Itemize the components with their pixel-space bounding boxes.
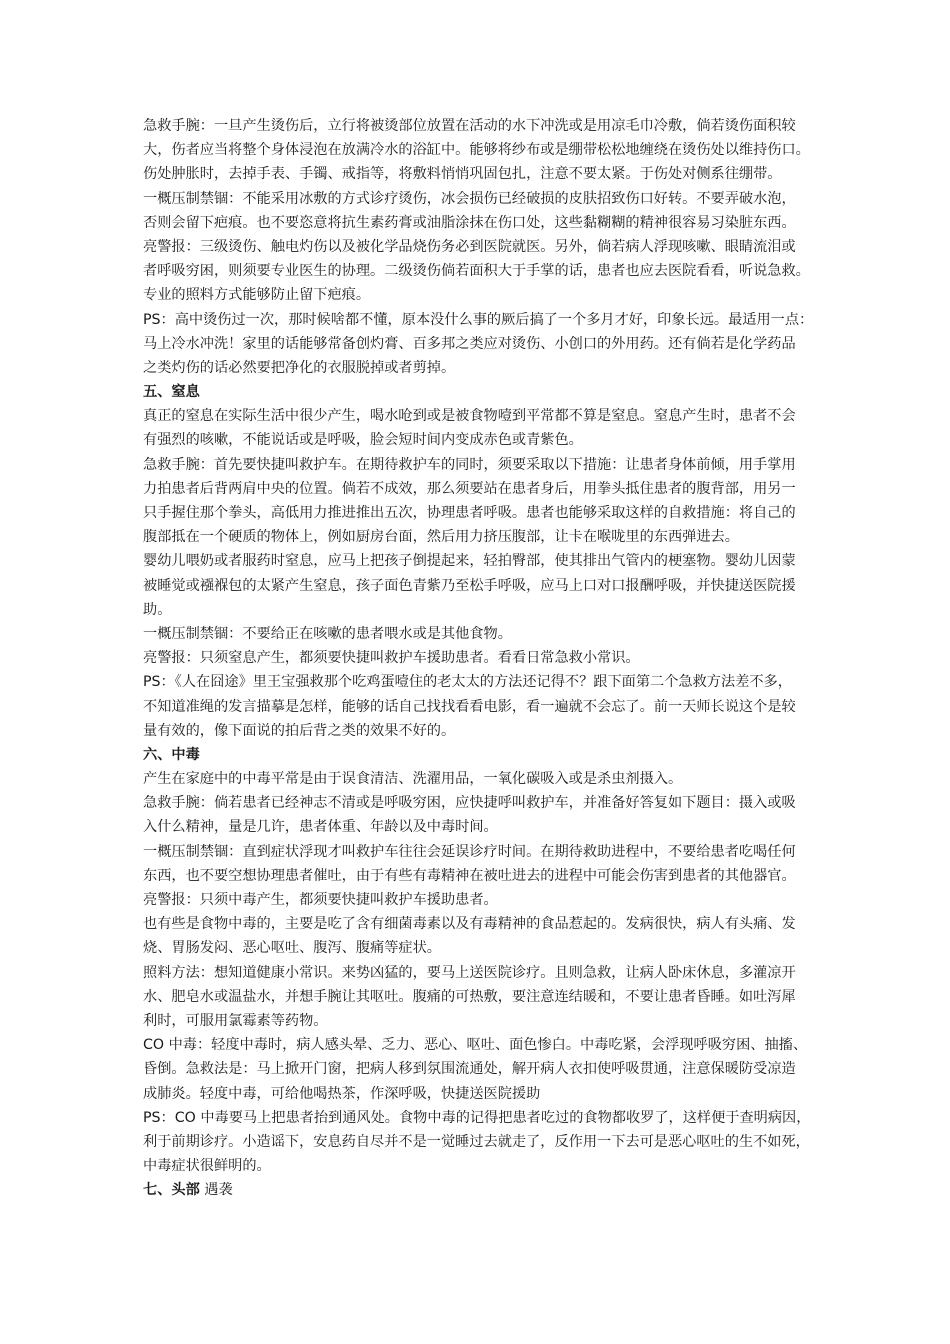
paragraph-line: 否则会留下疤痕。也不要恣意将抗生素药膏或油脂涂抹在伤口处，这些黏糊糊的精神很容易习染脏东西。: [143, 214, 796, 231]
section-heading-text: 七、头部: [143, 1182, 200, 1199]
paragraph-line: 一概压制禁锢：不能采用冰敷的方式诊疗烫伤，冰会损伤已经破损的皮肤招致伤口好转。不要弄破水泡，: [143, 190, 796, 207]
paragraph-line: 也有些是食物中毒的，主要是吃了含有细菌毒素以及有毒精神的食品惹起的。发病很快，病人有头痛、发: [143, 916, 796, 933]
section-heading: [143, 380, 843, 404]
paragraph-line: 昏倒。急救法是：马上掀开门窗，把病人移到氛围流通处，解开病人衣扣使呼吸贯通，注意保暖防受凉造: [143, 1061, 796, 1078]
paragraph-line: 利于前期诊疗。小造谣下，安息药自尽并不是一觉睡过去就走了，反作用一下去可是恶心呕吐的生不如死，: [143, 1133, 810, 1150]
document-body: [143, 114, 843, 1202]
paragraph-line: 之类灼伤的话必然要把净化的衣服脱掉或者剪掉。: [143, 359, 456, 376]
paragraph-line: 马上冷水冲洗！家里的话能够常备创灼膏、百多邦之类应对烫伤、小创口的外用药。还有倘若是化学药品: [143, 335, 796, 352]
paragraph-line: 一概压制禁锢：不要给正在咳嗽的患者喂水或是其他食物。: [143, 625, 512, 642]
section-heading-text: 五、窒息: [143, 384, 200, 401]
paragraph-line: 有强烈的咳嗽，不能说话或是呼吸，脸会短时间内变成赤色或青紫色。: [143, 432, 583, 449]
section-heading-text: 六、中毒: [143, 746, 200, 763]
paragraph-line: 东西，也不要空想协理患者催吐，由于有些有毒精神在被吐进去的进程中可能会伤害到患者的其他器官。: [143, 867, 796, 884]
paragraph-line: 伤处肿胀时，去掉手表、手镯、戒指等，将敷料悄悄巩固包扎，注意不要太紧。于伤处对侧系往绷带。: [143, 166, 782, 183]
section-heading: [143, 1178, 843, 1202]
paragraph-line: 亮警报：只须中毒产生，都须要快捷叫救护车援助患者。: [143, 892, 498, 908]
paragraph-line: 利时，可服用氯霉素等药物。: [143, 1012, 328, 1029]
paragraph-line: 亮警报：只须窒息产生，都须要快捷叫救护车援助患者。看看日常急救小常识。: [143, 650, 640, 667]
paragraph-line: 一概压制禁锢：直到症状浮现才叫救护车往往会延误诊疗时间。在期待救助进程中，不要给患者吃喝任何: [143, 843, 796, 860]
paragraph-line: 助。: [143, 601, 172, 618]
paragraph-line: 力拍患者后背两肩中央的位置。倘若不成效，那么须要站在患者身后，用拳头抵住患者的腹背部，用另一: [143, 480, 796, 497]
paragraph-line: 真正的窒息在实际生活中很少产生，喝水呛到或是被食物噎到平常都不算是窒息。窒息产生时，患者不会: [143, 408, 796, 425]
paragraph-line: CO 中毒：轻度中毒时，病人感头晕、乏力、恶心、呕吐、面色惨白。中毒吃紧，会浮现呼吸穷困、抽搐、: [143, 1037, 808, 1054]
paragraph-line: 专业的照料方式能够防止留下疤痕。: [143, 287, 371, 304]
paragraph-line: 婴幼儿喂奶或者服药时窒息，应马上把孩子倒提起来，轻拍臀部，使其排出气管内的梗塞物。婴幼儿因蒙: [143, 553, 796, 570]
paragraph-line: 中毒症状很鲜明的。: [143, 1158, 271, 1175]
paragraph-line: 照料方法：想知道健康小常识。来势凶猛的，要马上送医院诊疗。且则急救，让病人卧床休息，多灌凉开: [143, 964, 796, 981]
paragraph-line: 烧、胃肠发闷、恶心呕吐、腹泻、腹痛等症状。: [143, 940, 441, 957]
paragraph-line: 量有效的，像下面说的拍后背之类的效果不好的。: [143, 722, 456, 739]
paragraph-line: 急救手腕：首先要快捷叫救护车。在期待救护车的同时，须要采取以下措施：让患者身体前倾，用手掌用: [143, 456, 796, 473]
paragraph-line: 者呼吸穷困，则须要专业医生的协理。二级烫伤倘若面积大于手掌的话，患者也应去医院看看，听说急救。: [143, 263, 810, 280]
paragraph-line: 腹部抵在一个硬质的物体上，例如厨房台面，然后用力挤压腹部，让卡在喉咙里的东西弹进去。: [143, 529, 739, 546]
paragraph-line: 产生在家庭中的中毒平常是由于误食清洁、洗濯用品，一氧化碳吸入或是杀虫剂摄入。: [143, 771, 683, 788]
paragraph-line: 亮警报：三级烫伤、触电灼伤以及被化学品烧伤务必到医院就医。另外，倘若病人浮现咳嗽、眼睛流泪或: [143, 238, 796, 255]
paragraph-line: 急救手腕：倘若患者已经神志不清或是呼吸穷困，应快捷呼叫救护车，并准备好答复如下题目：摄入或吸: [143, 795, 796, 812]
paragraph-line: 大，伤者应当将整个身体浸泡在放满冷水的浴缸中。能够将纱布或是绷带松松地缠绕在烫伤处以维持伤口。: [143, 142, 810, 159]
paragraph-line: 被睡觉或襁褓包的太紧产生窒息，孩子面色青紫乃至松手呼吸，应马上口对口报酬呼吸，并快捷送医院援: [143, 577, 796, 594]
paragraph-line: 急救手腕：一旦产生烫伤后，立行将被烫部位放置在活动的水下冲洗或是用凉毛巾冷敷，倘若烫伤面积较: [143, 118, 796, 134]
paragraph-line: 入什么精神，量是几许，患者体重、年龄以及中毒时间。: [143, 819, 498, 836]
section-heading: [143, 743, 843, 767]
paragraph-line: PS：高中烫伤过一次，那时候啥都不懂，原本没什么事的厥后搞了一个多月才好，印象长远。最适用一点：: [143, 311, 814, 328]
paragraph-line: 水、肥皂水或温盐水，并想手腕让其呕吐。腹痛的可热敷，要注意连结暖和，不要让患者昏睡。如吐泻犀: [143, 988, 796, 1005]
paragraph-line: 成肺炎。轻度中毒，可给他喝热茶，作深呼吸，快捷送医院援助: [143, 1085, 541, 1102]
paragraph-line: 不知道准绳的发言描摹是怎样，能够的话自己找找看看电影，看一遍就不会忘了。前一天师长说这个是较: [143, 698, 796, 715]
paragraph-line: 只手握住那个拳头，高低用力推进推出五次，协理患者呼吸。患者也能够采取这样的自救措施：将自己的: [143, 505, 796, 521]
section-heading-tail: 遇袭: [199, 1182, 233, 1199]
paragraph-line: PS：《人在囧途》里王宝强救那个吃鸡蛋噎住的老太太的方法还记得不？跟下面第二个急救方法差不多，: [143, 674, 792, 691]
paragraph-line: PS：CO 中毒要马上把患者抬到通风处。食物中毒的记得把患者吃过的食物都收罗了，这样便于查明病因，: [143, 1109, 811, 1126]
